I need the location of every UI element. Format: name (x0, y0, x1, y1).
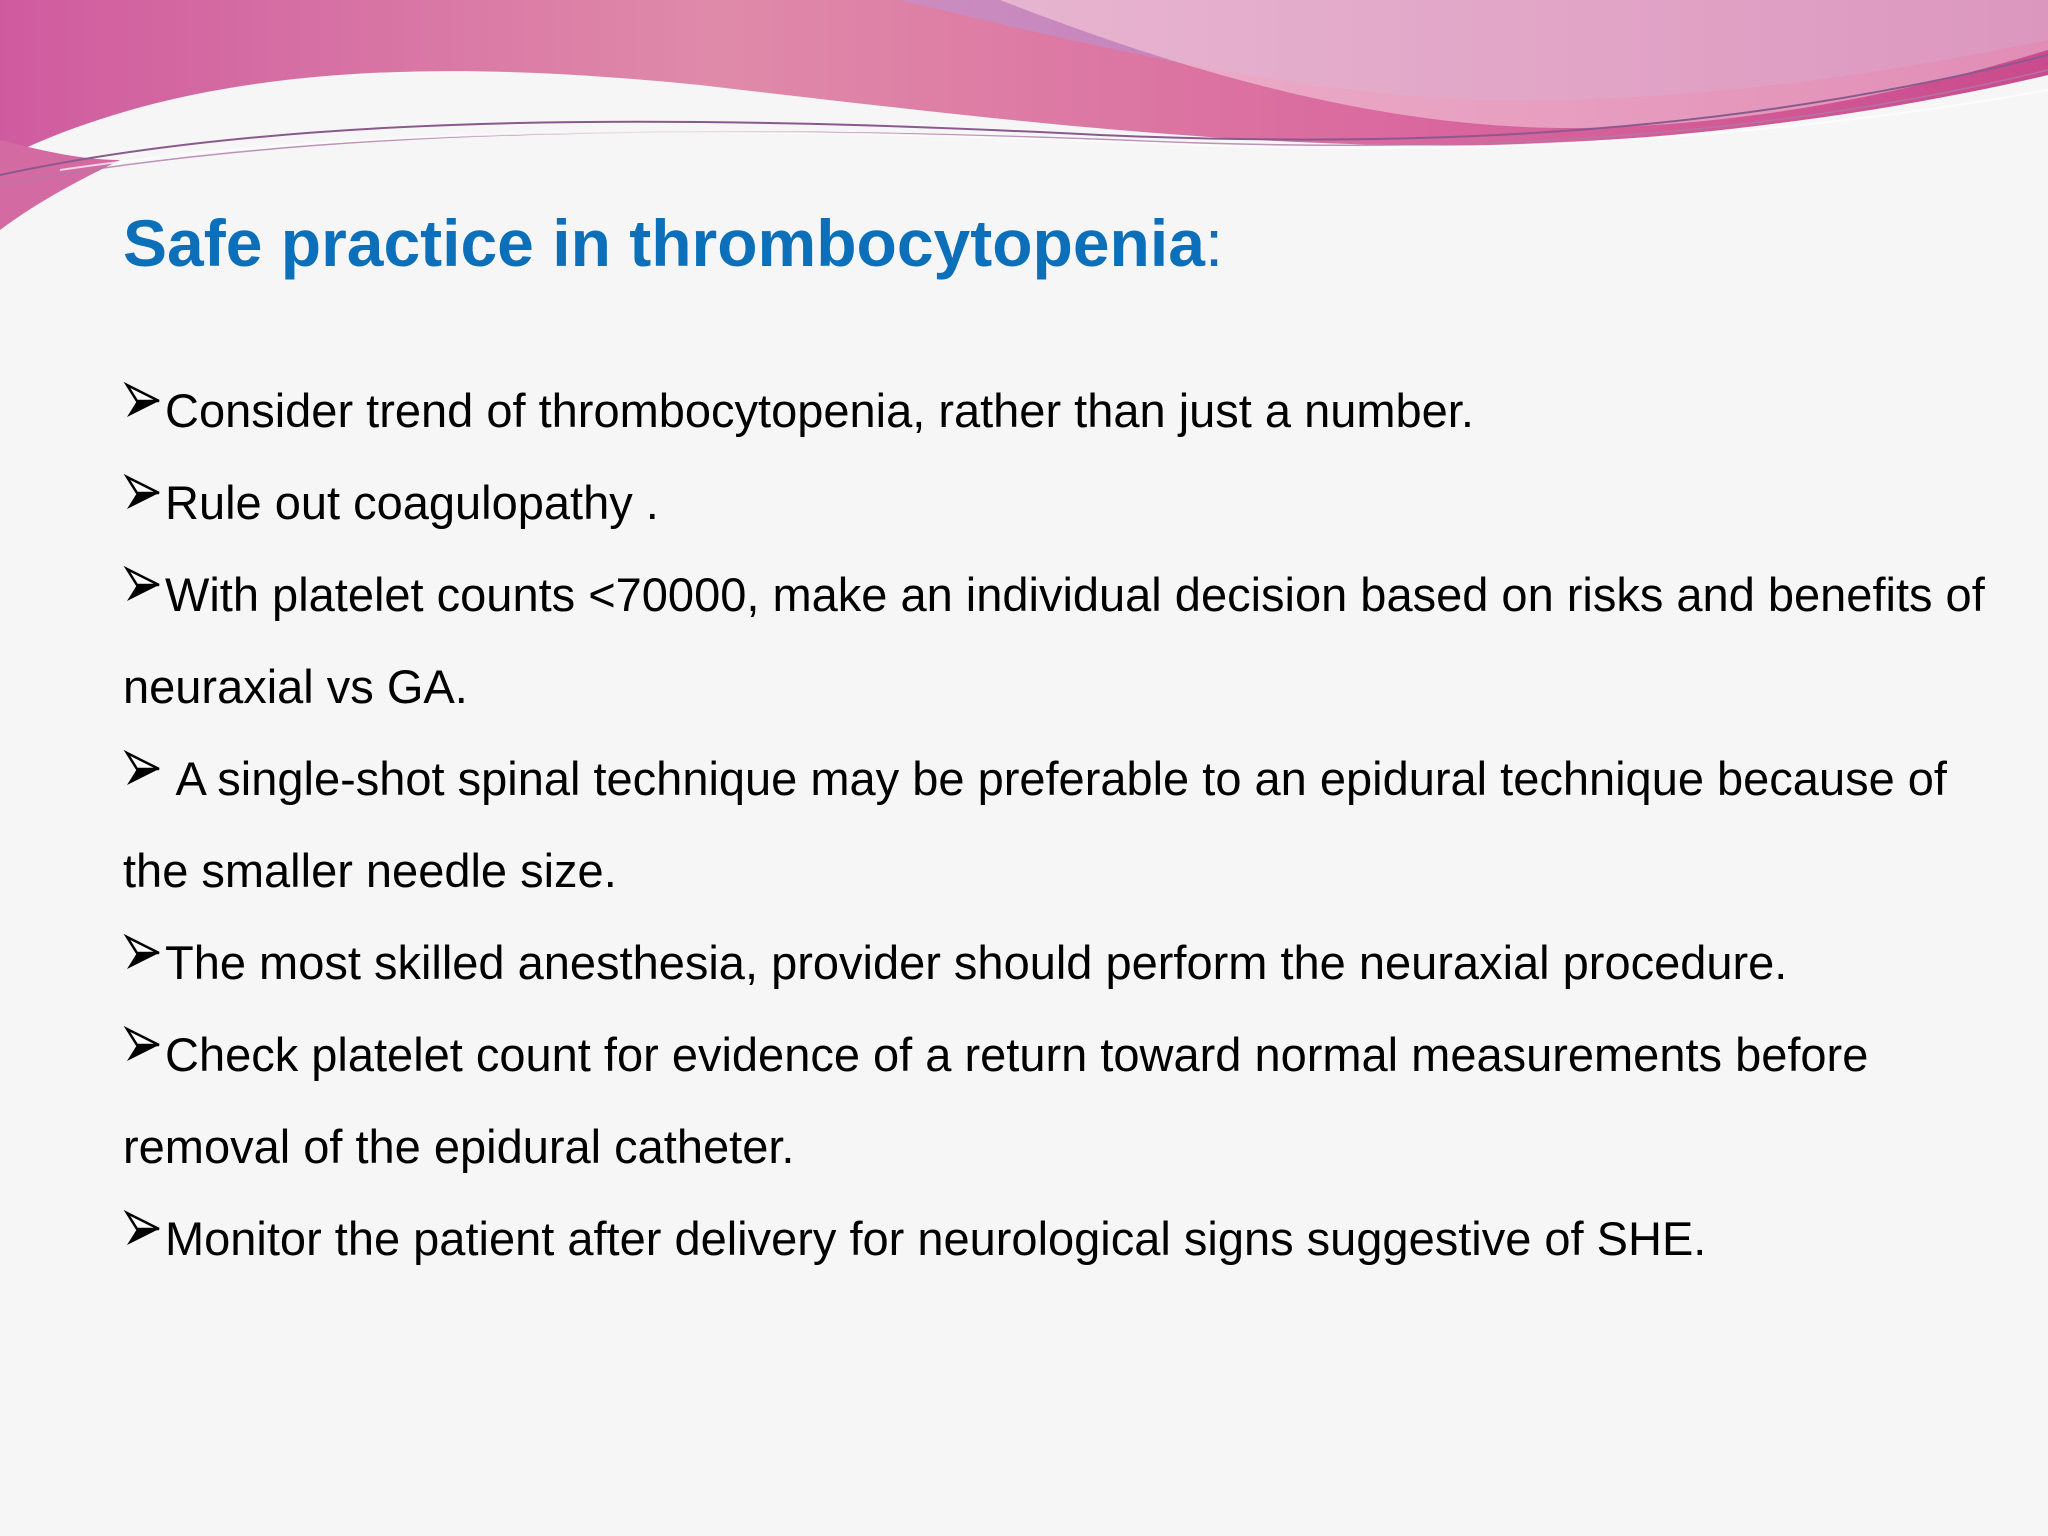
bullet-text: Consider trend of thrombocytopenia, rather than just a number. (165, 384, 1474, 437)
arrow-bullet-icon (123, 749, 165, 789)
bullet-list (123, 365, 2003, 1285)
slide-title (123, 203, 1223, 283)
bullet-item (123, 733, 2003, 917)
bullet-text: With platelet counts <70000, make an individual decision based on risks and benefits of neuraxial vs GA. (123, 568, 1985, 713)
arrow-bullet-icon (123, 381, 165, 421)
bullet-item (123, 1009, 2003, 1193)
bullet-item (123, 1193, 2003, 1285)
arrow-bullet-icon (123, 1209, 165, 1249)
arrow-bullet-icon (123, 565, 165, 605)
bullet-text: Rule out coagulopathy . (165, 476, 659, 529)
arrow-bullet-icon (123, 473, 165, 513)
slide-title-colon: : (1204, 206, 1224, 280)
bullet-text: Check platelet count for evidence of a return toward normal measurements before removal of the epidural catheter. (123, 1028, 1869, 1173)
bullet-text: A single-shot spinal technique may be preferable to an epidural technique because of the smaller needle size. (123, 752, 1947, 897)
arrow-bullet-icon (123, 1025, 165, 1065)
bullet-item (123, 365, 2003, 457)
bullet-text: The most skilled anesthesia, provider should perform the neuraxial procedure. (165, 936, 1788, 989)
bullet-item (123, 917, 2003, 1009)
bullet-text: Monitor the patient after delivery for neurological signs suggestive of SHE. (165, 1212, 1707, 1265)
bullet-item (123, 549, 2003, 733)
arrow-bullet-icon (123, 933, 165, 973)
bullet-item (123, 457, 2003, 549)
slide-title-text: Safe practice in thrombocytopenia (123, 206, 1205, 280)
